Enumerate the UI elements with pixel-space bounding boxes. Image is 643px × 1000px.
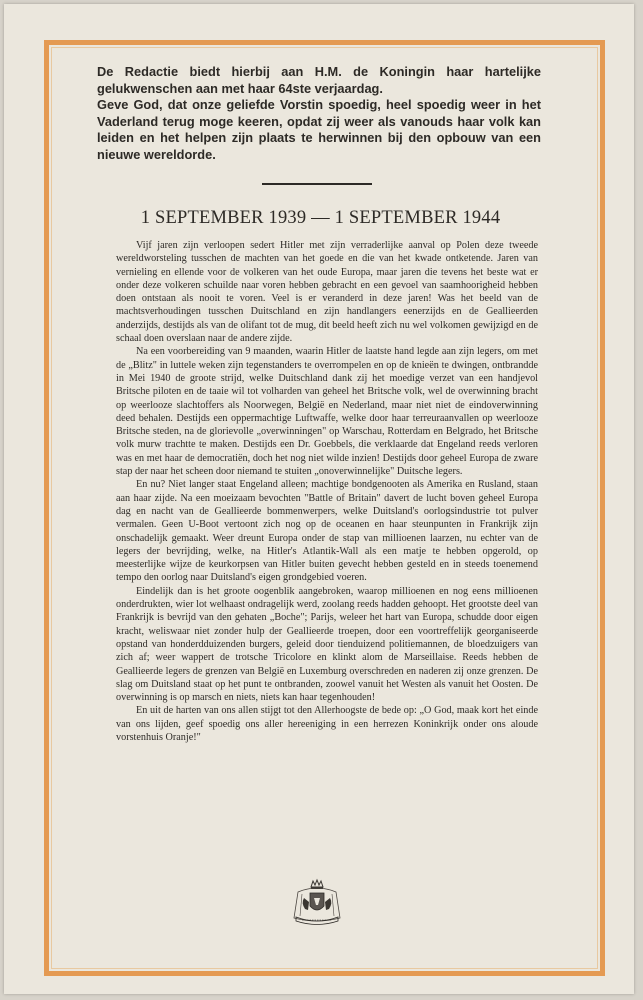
body-paragraph-5: En uit de harten van ons allen stijgt tot den Allerhoogste de bede op: „O God, maak kort het einde van ons lijden, geef spoedig ons aller hereeniging in een herrezen Koninkrijk onder ons aloude vorstenhuis Oranje!": [116, 705, 538, 743]
section-divider: [262, 183, 372, 185]
body-paragraph-3: En nu? Niet langer staat Engeland alleen; machtige bondgenooten als Amerika en Rusland, staan aan haar zijde. Na een moeizaam bevochten "Battle of Britain" davert de lucht boven geheel Europa dag en nacht van de Geallieerde bommenwerpers, welke Duitsland's oorlogsindustrie tot pulver vermalen. Geen U-Boot vertoont zich nog op de oceanen en haar steunpunten in Frankrijk zijn onschadelijk gemaakt. Weer dreunt Europa onder de stap van millioenen laarzen, nu echter van de legers der bevrijding, welke, na Hitler's Atlantik-Wall als een matje te hebben opgerold, op meesterlijke wijze de keurkorpsen van Hitler buiten gevecht hebben gesteld en in steeds toenemend tempo den oorlog naar Duitsland's eigen grondgebied voeren.: [116, 479, 538, 584]
document-sheet: [4, 4, 634, 994]
body-paragraph-4: Eindelijk dan is het groote oogenblik aangebroken, waarop millioenen en nog eens millioenen onderdrukten, wier lot welhaast ondragelijk werd, zoolang reeds hadden gehoopt. Het grootste deel van Frankrijk is bevrijd van den gehaten „Boche"; Parijs, weleer het hart van Europa, schudde door eigen kracht, weliswaar niet zonder hulp der Geallieerde troepen, door een voortreffelijk georganiseerde opstand van honderdduizenden burgers, geleid door tienduizend politiemannen, de bloedzuigers van zich af; weer wappert de trotsche Tricolore en klinkt alom de Marseillaise. Reeds hebben de Geallieerde legers de grenzen van België en Luxemburg overschreden en naderen zij onze grenzen. De slag om Duitsland staat op het punt te ontbranden, zoowel vanuit het Westen als vanuit het Oosten. De overwinning is op marsch en niets, niets kan haar tegenhouden!: [116, 585, 538, 704]
page-title: 1 SEPTEMBER 1939 — 1 SEPTEMBER 1944: [140, 208, 501, 228]
article-body: [116, 239, 538, 744]
greeting-paragraph: De Redactie biedt hierbij aan H.M. de Koningin haar hartelijke gelukwenschen aan met haar 64ste verjaardag.: [97, 64, 541, 96]
header-greeting: [97, 64, 541, 164]
body-paragraph-2: Na een voorbereiding van 9 maanden, waarin Hitler de laatste hand legde aan zijn legers, om met de „Blitz" in luttele weken zijn tegenstanders te overrompelen en op de knieën te dwingen, ontbrandde in Mei 1940 de groote strijd, welke Duitschland dank zij het moedige verzet van een handjevol Britsche piloten en de taaie wil tot volharden van geheel het Britsche volk, wel de overwinning bracht op weerlooze slachtoffers als Noorwegen, België en Nederland, maar niet niet de eindoverwinning deed behalen. Destijds een oppermachtige Luftwaffe, welke door haar terreuraanvallen op weerlooze Britsche steden, na de glorievolle „overwinningen" op Warschau, Rotterdam en Belgrado, het Britsche volk murw trachtte te maken. Destijds een Dr. Goebbels, die verklaarde dat Engeland reeds verloren was en met haar de democratiën, doch het nog niet wilde inzien! Destijds door geheel Europa de zware stap der naar het scheen door niemand te stuiten „onoverwinnelijke" Duitsche legers.: [116, 346, 538, 478]
royal-coat-of-arms-icon: [284, 878, 350, 928]
wish-paragraph: Geve God, dat onze geliefde Vorstin spoedig, heel spoedig weer in het Vaderland terug moge keeren, opdat zij weer als vanouds haar volk kan leiden en het helpen zijn plaats te herwinnen bij den opbouw van een nieuwe wereldorde.: [97, 97, 541, 162]
body-paragraph-1: Vijf jaren zijn verloopen sedert Hitler met zijn verraderlijke aanval op Polen deze tweede wereldworsteling tusschen de machten van het goede en die van het kwade ontketende. Jaren van vernieling en ellende voor de volkeren van het oude Europa, maar jaren die tevens het beste wat er onder deze volkeren schuilde naar voren hebben gebracht en een gevoel van saamhoorigheid hebben doen ontstaan als nooit te voren. Veel is er veranderd in deze jaren! Was het beeld van de machtsverhoudingen tusschen Duitschland en zijn handlangers eenerzijds en de Geallieerden anderzijds, destijds als van de olifant tot de mug, dit beeld heeft zich nu wel volkomen gewijzigd en de schaal doen overslaan naar de andere zijde.: [116, 240, 538, 345]
